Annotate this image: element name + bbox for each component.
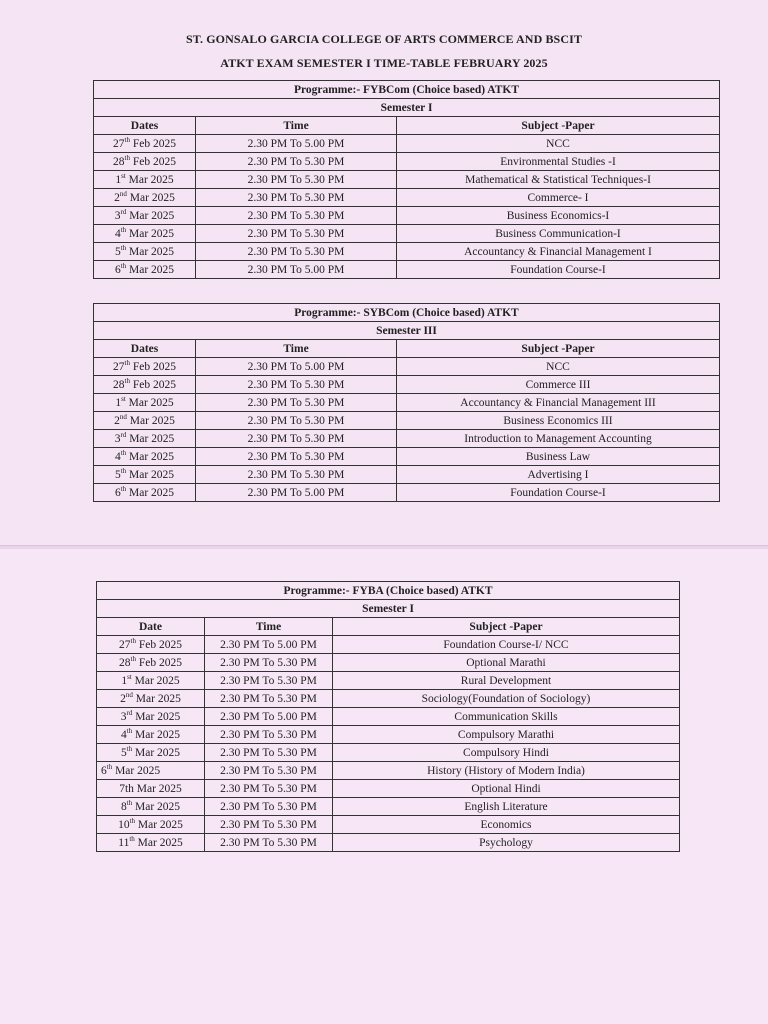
time-cell: 2.30 PM To 5.30 PM: [205, 690, 333, 708]
programme-title: Programme:- FYBCom (Choice based) ATKT: [94, 81, 720, 99]
date-cell: [97, 708, 205, 726]
time-cell: 2.30 PM To 5.30 PM: [205, 834, 333, 852]
table-row: [97, 726, 680, 744]
semester-title: Semester I: [94, 99, 720, 117]
date-month-year: Mar 2025: [134, 836, 183, 849]
programme-title: Programme:- SYBCom (Choice based) ATKT: [94, 304, 720, 322]
date-day: 5: [120, 746, 127, 759]
time-cell: 2.30 PM To 5.00 PM: [205, 636, 333, 654]
subject-cell: NCC: [397, 358, 720, 376]
date-month-year: Mar 2025: [131, 674, 180, 687]
date-day: 2: [114, 191, 120, 204]
subject-cell: Foundation Course-I/ NCC: [333, 636, 680, 654]
date-cell: [94, 484, 196, 502]
time-cell: 2.30 PM To 5.30 PM: [196, 189, 397, 207]
date-cell: [97, 726, 205, 744]
date-day: 27: [119, 638, 131, 651]
date-cell: [94, 261, 196, 279]
time-cell: 2.30 PM To 5.30 PM: [196, 394, 397, 412]
date-suffix: th: [124, 358, 130, 367]
programme-title: Programme:- FYBA (Choice based) ATKT: [97, 582, 680, 600]
date-day: 4: [114, 450, 121, 463]
date-day: 4: [120, 728, 127, 741]
subject-cell: Optional Hindi: [333, 780, 680, 798]
table-row: [97, 654, 680, 672]
date-cell: [97, 780, 205, 798]
time-cell: 2.30 PM To 5.30 PM: [205, 798, 333, 816]
table-row: [97, 744, 680, 762]
date-day: 6: [114, 263, 121, 276]
header-row: [97, 618, 680, 636]
date-suffix: th: [126, 744, 133, 753]
table-row: [97, 816, 680, 834]
date-day: 6: [101, 764, 107, 777]
time-cell: 2.30 PM To 5.30 PM: [205, 780, 333, 798]
table-row: [94, 261, 720, 279]
date-cell: [94, 153, 196, 171]
date-cell: [94, 376, 196, 394]
semester-row: [94, 322, 720, 340]
date-month-year: Mar 2025: [126, 209, 175, 222]
table-body: [97, 582, 680, 852]
subject-cell: English Literature: [333, 798, 680, 816]
date-suffix: rd: [120, 430, 127, 439]
subject-cell: Commerce III: [397, 376, 720, 394]
time-cell: 2.30 PM To 5.30 PM: [205, 672, 333, 690]
time-cell: 2.30 PM To 5.30 PM: [196, 448, 397, 466]
date-month-year: Mar 2025: [112, 764, 161, 777]
date-suffix: th: [120, 261, 127, 270]
date-day: 11: [118, 836, 130, 849]
subject-cell: Compulsory Hindi: [333, 744, 680, 762]
date-day: 2: [120, 692, 126, 705]
date-cell: [94, 430, 196, 448]
subject-cell: Accountancy & Financial Management I: [397, 243, 720, 261]
date-suffix: th: [124, 153, 130, 162]
subject-cell: Commerce- I: [397, 189, 720, 207]
table-row: [94, 466, 720, 484]
table-row: [94, 376, 720, 394]
subject-cell: History (History of Modern India): [333, 762, 680, 780]
date-cell: [97, 636, 205, 654]
time-cell: 2.30 PM To 5.30 PM: [205, 744, 333, 762]
time-cell: 2.30 PM To 5.00 PM: [196, 484, 397, 502]
time-cell: 2.30 PM To 5.30 PM: [205, 762, 333, 780]
date-suffix: st: [127, 672, 132, 681]
time-cell: 2.30 PM To 5.30 PM: [205, 654, 333, 672]
subject-cell: Business Communication-I: [397, 225, 720, 243]
date-day: 4: [114, 227, 121, 240]
date-day: 8: [120, 800, 127, 813]
date-suffix: nd: [125, 690, 133, 699]
table-row: [97, 780, 680, 798]
date-cell: [94, 358, 196, 376]
table-row: [94, 484, 720, 502]
subject-cell: Foundation Course-I: [397, 261, 720, 279]
time-cell: 2.30 PM To 5.30 PM: [196, 430, 397, 448]
date-cell: [94, 189, 196, 207]
subject-header: Subject -Paper: [333, 618, 680, 636]
college-name: ST. GONSALO GARCIA COLLEGE OF ARTS COMMERCE AND BSCIT: [186, 32, 582, 46]
date-month-year: Mar 2025: [132, 800, 181, 813]
date-month-year: Mar 2025: [132, 692, 181, 705]
time-cell: 2.30 PM To 5.00 PM: [196, 261, 397, 279]
subject-cell: Accountancy & Financial Management III: [397, 394, 720, 412]
date-cell: [97, 762, 205, 780]
subject-cell: Introduction to Management Accounting: [397, 430, 720, 448]
date-suffix: th: [120, 466, 127, 475]
date-day: 5: [114, 245, 121, 258]
subject-cell: Rural Development: [333, 672, 680, 690]
date-cell: [97, 690, 205, 708]
date-month-year: Mar 2025: [125, 396, 174, 409]
date-month-year: Mar 2025: [126, 468, 175, 481]
date-suffix: st: [121, 394, 126, 403]
date-cell: [97, 834, 205, 852]
table-row: [94, 207, 720, 225]
subject-cell: Sociology(Foundation of Sociology): [333, 690, 680, 708]
date-suffix: th: [126, 798, 133, 807]
time-header: Time: [196, 117, 397, 135]
date-suffix: th: [129, 834, 135, 843]
date-month-year: Mar 2025: [132, 710, 181, 723]
date-day: 3: [120, 710, 127, 723]
date-day: 1: [121, 674, 128, 687]
date-suffix: th: [106, 762, 113, 771]
table-row: [97, 834, 680, 852]
date-cell: [94, 412, 196, 430]
subject-cell: Business Economics III: [397, 412, 720, 430]
table-row: [97, 798, 680, 816]
date-suffix: th: [120, 448, 127, 457]
time-cell: 2.30 PM To 5.30 PM: [205, 726, 333, 744]
date-month-year: Feb 2025: [129, 378, 176, 391]
subject-cell: Environmental Studies -I: [397, 153, 720, 171]
date-day: 7th: [119, 782, 134, 795]
date-day: 6: [114, 486, 121, 499]
time-header: Time: [196, 340, 397, 358]
date-month-year: Mar 2025: [126, 486, 175, 499]
time-cell: 2.30 PM To 5.00 PM: [196, 135, 397, 153]
date-day: 1: [115, 396, 122, 409]
date-month-year: Mar 2025: [126, 432, 175, 445]
subject-cell: Psychology: [333, 834, 680, 852]
header-row: [94, 117, 720, 135]
date-suffix: th: [124, 376, 130, 385]
table-row: [97, 690, 680, 708]
time-cell: 2.30 PM To 5.30 PM: [196, 171, 397, 189]
date-day: 28: [113, 378, 125, 391]
date-month-year: Feb 2025: [129, 360, 176, 373]
time-cell: 2.30 PM To 5.30 PM: [196, 376, 397, 394]
date-day: 5: [114, 468, 121, 481]
table-row: [94, 135, 720, 153]
date-suffix: nd: [119, 189, 127, 198]
time-cell: 2.30 PM To 5.30 PM: [196, 466, 397, 484]
date-cell: [94, 225, 196, 243]
time-cell: 2.30 PM To 5.30 PM: [196, 207, 397, 225]
exam-title: ATKT EXAM SEMESTER I TIME-TABLE FEBRUARY 2025: [220, 56, 548, 70]
time-cell: 2.30 PM To 5.30 PM: [196, 225, 397, 243]
date-month-year: Feb 2025: [129, 137, 176, 150]
date-header: Dates: [94, 340, 196, 358]
date-suffix: th: [124, 135, 130, 144]
table-row: [97, 762, 680, 780]
subject-cell: Communication Skills: [333, 708, 680, 726]
subject-cell: Economics: [333, 816, 680, 834]
date-month-year: Feb 2025: [135, 638, 182, 651]
table-row: [97, 672, 680, 690]
timetable-fyba: [96, 581, 680, 852]
date-suffix: th: [120, 225, 127, 234]
time-cell: 2.30 PM To 5.30 PM: [196, 153, 397, 171]
table-row: [94, 430, 720, 448]
semester-row: [94, 99, 720, 117]
date-suffix: th: [129, 816, 136, 825]
table-row: [94, 189, 720, 207]
date-suffix: rd: [120, 207, 127, 216]
table-row: [94, 225, 720, 243]
table-row: [94, 412, 720, 430]
time-cell: 2.30 PM To 5.00 PM: [205, 708, 333, 726]
subject-cell: Advertising I: [397, 466, 720, 484]
date-header: Date: [97, 618, 205, 636]
timetable-sybcom: [93, 303, 720, 502]
date-month-year: Mar 2025: [133, 782, 182, 795]
date-suffix: th: [120, 243, 127, 252]
date-month-year: Mar 2025: [126, 263, 175, 276]
subject-cell: Business Economics-I: [397, 207, 720, 225]
date-suffix: rd: [126, 708, 133, 717]
date-month-year: Mar 2025: [126, 450, 175, 463]
table-body: [94, 81, 720, 279]
date-cell: [94, 466, 196, 484]
date-month-year: Mar 2025: [135, 818, 183, 831]
time-cell: 2.30 PM To 5.30 PM: [196, 412, 397, 430]
date-day: 28: [119, 656, 131, 669]
table-row: [94, 358, 720, 376]
table-row: [97, 708, 680, 726]
date-cell: [94, 243, 196, 261]
header-row: [94, 340, 720, 358]
date-suffix: nd: [119, 412, 127, 421]
date-suffix: th: [120, 484, 127, 493]
timetable-fybcom: [93, 80, 720, 279]
subject-cell: Compulsory Marathi: [333, 726, 680, 744]
subject-cell: Optional Marathi: [333, 654, 680, 672]
table-row: [97, 636, 680, 654]
programme-row: [94, 304, 720, 322]
subject-cell: Foundation Course-I: [397, 484, 720, 502]
date-month-year: Feb 2025: [135, 656, 182, 669]
table-row: [94, 153, 720, 171]
date-suffix: th: [130, 636, 136, 645]
date-cell: [97, 654, 205, 672]
semester-title: Semester I: [97, 600, 680, 618]
date-day: 1: [115, 173, 122, 186]
date-cell: [94, 207, 196, 225]
table-row: [94, 448, 720, 466]
date-month-year: Mar 2025: [126, 191, 175, 204]
date-month-year: Mar 2025: [125, 173, 174, 186]
semester-title: Semester III: [94, 322, 720, 340]
date-day: 10: [118, 818, 130, 831]
date-day: 3: [114, 432, 121, 445]
date-header: Dates: [94, 117, 196, 135]
date-day: 3: [114, 209, 121, 222]
date-month-year: Mar 2025: [126, 227, 175, 240]
time-cell: 2.30 PM To 5.30 PM: [196, 243, 397, 261]
subject-cell: Business Law: [397, 448, 720, 466]
programme-row: [97, 582, 680, 600]
date-day: 27: [113, 360, 125, 373]
date-cell: [97, 672, 205, 690]
date-suffix: st: [121, 171, 126, 180]
date-month-year: Mar 2025: [126, 245, 175, 258]
time-header: Time: [205, 618, 333, 636]
date-cell: [94, 448, 196, 466]
date-month-year: Mar 2025: [132, 728, 181, 741]
date-month-year: Feb 2025: [129, 155, 176, 168]
time-cell: 2.30 PM To 5.00 PM: [196, 358, 397, 376]
table-row: [94, 171, 720, 189]
table-body: [94, 304, 720, 502]
time-cell: 2.30 PM To 5.30 PM: [205, 816, 333, 834]
subject-cell: NCC: [397, 135, 720, 153]
date-cell: [97, 798, 205, 816]
date-cell: [97, 816, 205, 834]
semester-row: [97, 600, 680, 618]
table-row: [94, 243, 720, 261]
date-cell: [94, 135, 196, 153]
date-suffix: th: [130, 654, 136, 663]
date-day: 28: [113, 155, 125, 168]
date-cell: [94, 171, 196, 189]
subject-cell: Mathematical & Statistical Techniques-I: [397, 171, 720, 189]
date-day: 2: [114, 414, 120, 427]
date-month-year: Mar 2025: [126, 414, 175, 427]
date-cell: [97, 744, 205, 762]
date-cell: [94, 394, 196, 412]
subject-header: Subject -Paper: [397, 340, 720, 358]
date-day: 27: [113, 137, 125, 150]
date-suffix: th: [126, 726, 133, 735]
date-month-year: Mar 2025: [132, 746, 181, 759]
subject-header: Subject -Paper: [397, 117, 720, 135]
table-row: [94, 394, 720, 412]
programme-row: [94, 81, 720, 99]
